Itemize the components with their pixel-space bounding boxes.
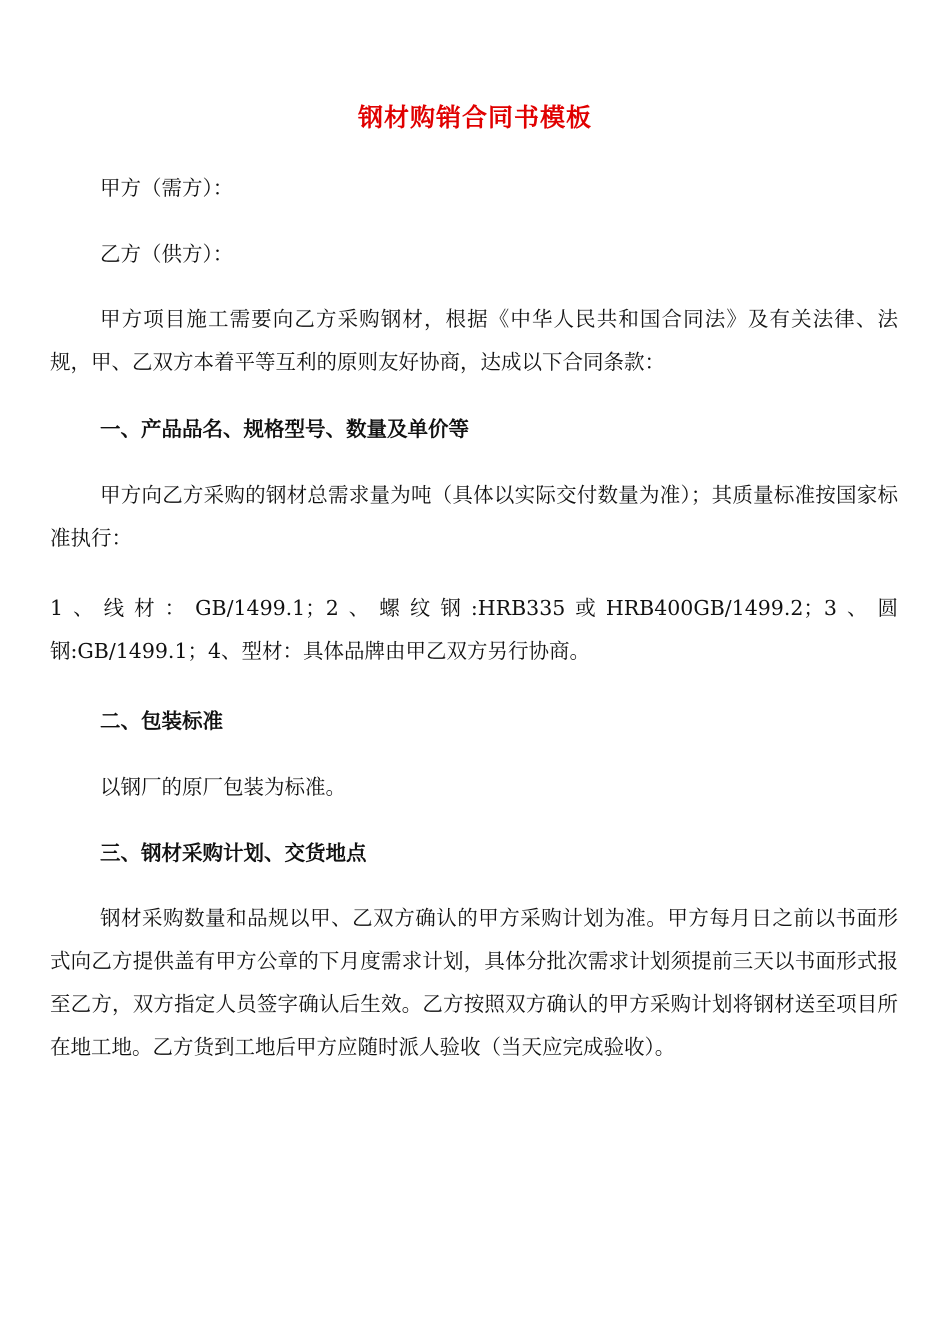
section-3-heading: 三、钢材采购计划、交货地点 bbox=[100, 841, 367, 865]
section-1-paragraph-specs: 1、线材：GB/1499.1；2、螺纹钢:HRB335或HRB400GB/1499.2；3、圆钢:GB/1499.1；4、型材：具体品牌由甲乙双方另行协商。 bbox=[50, 596, 898, 663]
party-b-line: 乙方（供方）： bbox=[100, 242, 234, 266]
party-a-line: 甲方（需方）： bbox=[100, 176, 234, 200]
section-2-heading: 二、包装标准 bbox=[100, 709, 223, 733]
section-1-paragraph-quality: 甲方向乙方采购的钢材总需求量为吨（具体以实际交付数量为准）；其质量标准按国家标准执行： bbox=[50, 483, 898, 550]
document-title: 钢材购销合同书模板 bbox=[357, 103, 592, 132]
section-2-paragraph: 以钢厂的原厂包装为标准。 bbox=[100, 775, 346, 799]
intro-paragraph: 甲方项目施工需要向乙方采购钢材，根据《中华人民共和国合同法》及有关法律、法规，甲、乙双方本着平等互利的原则友好协商，达成以下合同条款： bbox=[50, 307, 898, 374]
section-1-heading: 一、产品品名、规格型号、数量及单价等 bbox=[100, 417, 469, 441]
section-3-paragraph: 钢材采购数量和品规以甲、乙双方确认的甲方采购计划为准。甲方每月日之前以书面形式向乙方提供盖有甲方公章的下月度需求计划，具体分批次需求计划须提前三天以书面形式报至乙方，双方指定人员签字确认后生效。乙方按照双方确认的甲方采购计划将钢材送至项目所在地工地。乙方货到工地后甲方应随时派人验收（当天应完成验收）。 bbox=[50, 906, 898, 1059]
